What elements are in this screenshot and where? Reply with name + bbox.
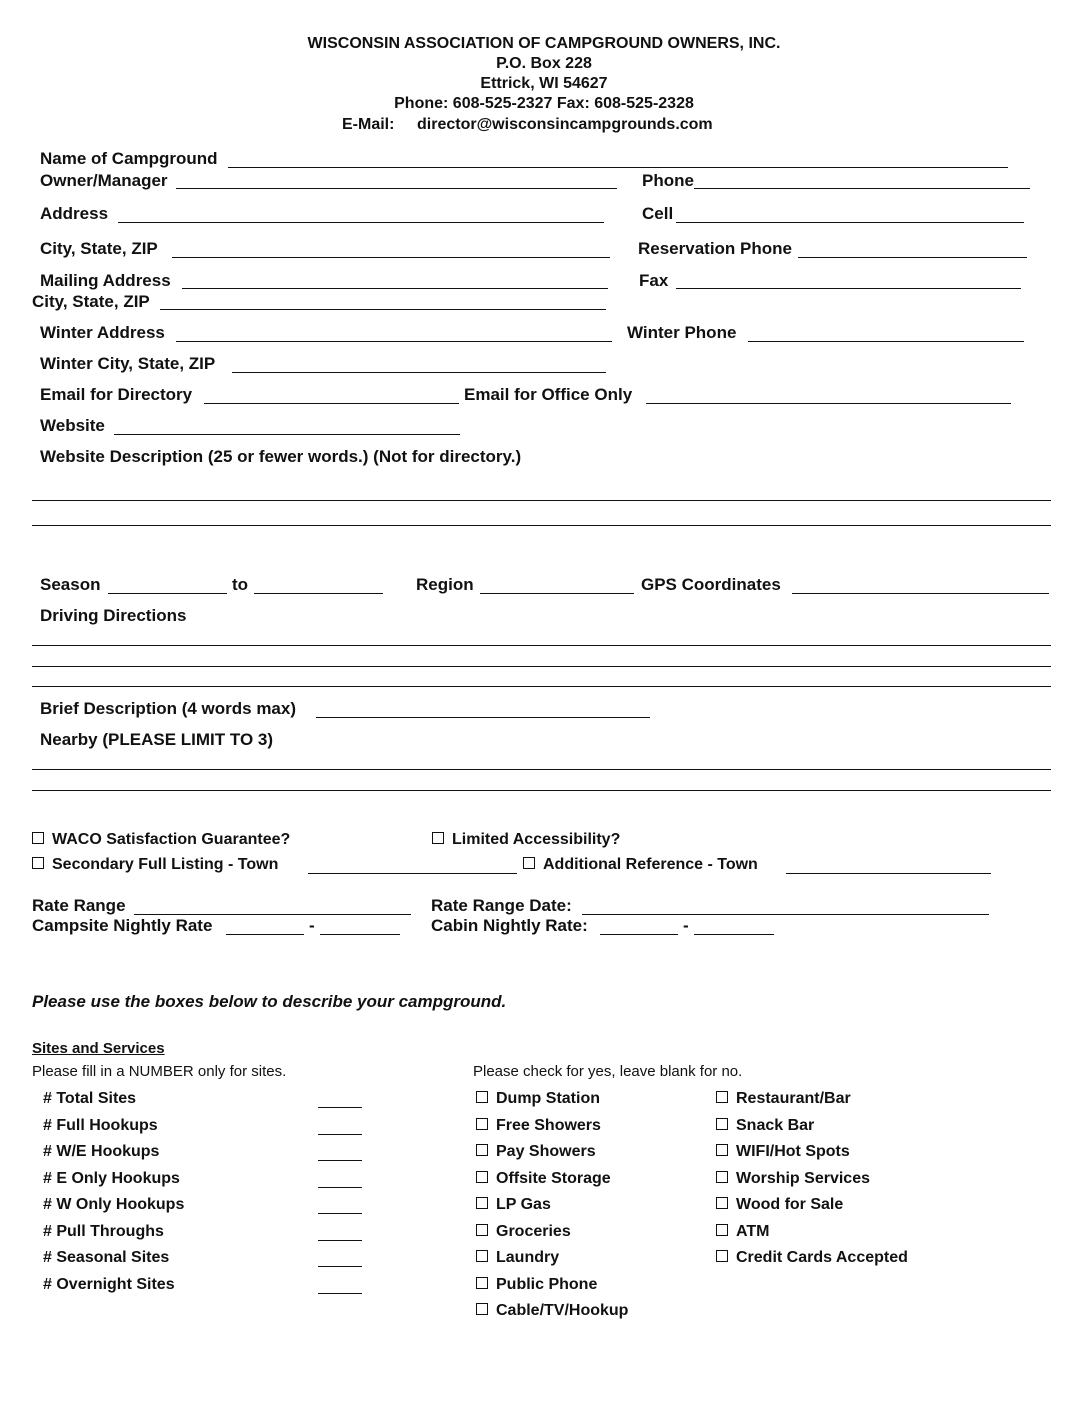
checkbox-icon[interactable] <box>476 1144 488 1156</box>
service-item[interactable] <box>476 1195 551 1215</box>
service-label: Cable/TV/Hookup <box>496 1302 629 1319</box>
city-label: City, State, ZIP <box>40 239 158 258</box>
service-item[interactable] <box>716 1116 814 1136</box>
city-field[interactable] <box>172 257 610 258</box>
nearby-label: Nearby (PLEASE LIMIT TO 3) <box>40 730 274 749</box>
email-office-label: Email for Office Only <box>464 385 633 404</box>
waco-option[interactable] <box>32 830 290 850</box>
site-count-label: # Pull Throughs <box>43 1222 164 1240</box>
site-count-field[interactable] <box>318 1293 362 1294</box>
brief-field[interactable] <box>316 717 650 718</box>
po-box: P.O. Box 228 <box>496 55 592 72</box>
site-count-label: # Full Hookups <box>43 1116 158 1134</box>
checkbox-icon[interactable] <box>476 1197 488 1209</box>
cell-field[interactable] <box>676 222 1024 223</box>
org-city: Ettrick, WI 54627 <box>480 75 608 92</box>
mail-city-label: City, State, ZIP <box>32 292 150 311</box>
secondary-label: Secondary Full Listing - Town <box>52 856 279 873</box>
cell-label: Cell <box>642 204 674 223</box>
org-email: director@wisconsincampgrounds.com <box>417 116 713 133</box>
fax-field[interactable] <box>676 288 1021 289</box>
cabin-rate-min-field[interactable] <box>600 934 678 935</box>
checkbox-icon[interactable] <box>716 1224 728 1236</box>
section-title: Sites and Services <box>32 1040 165 1057</box>
res-phone-field[interactable] <box>798 257 1027 258</box>
winter-phone-field[interactable] <box>748 341 1024 342</box>
campsite-rate-min-field[interactable] <box>226 934 304 935</box>
winter-city-label: Winter City, State, ZIP <box>40 354 216 373</box>
rate-range-label: Rate Range <box>32 896 126 915</box>
website-desc-line-1[interactable] <box>32 500 1051 501</box>
service-item[interactable] <box>476 1301 628 1321</box>
checkbox-icon[interactable] <box>476 1118 488 1130</box>
service-label: Laundry <box>496 1249 560 1266</box>
checkbox-icon[interactable] <box>476 1091 488 1103</box>
email-dir-label: Email for Directory <box>40 385 193 404</box>
address-field[interactable] <box>118 222 604 223</box>
site-count-field[interactable] <box>318 1266 362 1267</box>
secondary-town-field[interactable] <box>308 873 517 874</box>
email-dir-field[interactable] <box>204 403 459 404</box>
mailing-field[interactable] <box>182 288 608 289</box>
service-label: WIFI/Hot Spots <box>736 1143 850 1160</box>
service-label: Dump Station <box>496 1090 600 1107</box>
service-label: Pay Showers <box>496 1143 596 1160</box>
website-label: Website <box>40 416 105 435</box>
email-office-field[interactable] <box>646 403 1011 404</box>
service-label: LP Gas <box>496 1196 551 1213</box>
site-count-field[interactable] <box>318 1160 362 1161</box>
email-label: E-Mail: <box>342 116 395 133</box>
org-phone: Phone: 608-525-2327 Fax: 608-525-2328 <box>394 95 694 112</box>
service-item[interactable] <box>476 1116 601 1136</box>
service-item[interactable] <box>716 1222 769 1242</box>
service-label: Wood for Sale <box>736 1196 844 1213</box>
driving-line-1[interactable] <box>32 645 1051 646</box>
checkbox-icon[interactable] <box>716 1091 728 1103</box>
checkbox-icon[interactable] <box>32 857 44 869</box>
winter-city-field[interactable] <box>232 372 606 373</box>
checkbox-icon[interactable] <box>432 832 444 844</box>
service-item[interactable] <box>476 1089 600 1109</box>
service-item[interactable] <box>716 1195 843 1215</box>
additional-option[interactable] <box>523 855 758 875</box>
season-label: Season <box>40 575 101 594</box>
phone-label: Phone <box>642 171 694 190</box>
service-item[interactable] <box>476 1142 596 1162</box>
owner-label: Owner/Manager <box>40 171 168 190</box>
checkbox-icon[interactable] <box>716 1197 728 1209</box>
service-label: Snack Bar <box>736 1116 815 1134</box>
sites-note: Please fill in a NUMBER only for sites. <box>32 1063 287 1080</box>
nearby-line-2[interactable] <box>32 790 1051 791</box>
winter-address-label: Winter Address <box>40 323 165 342</box>
checkbox-icon[interactable] <box>716 1118 728 1130</box>
site-count-label: # E Only Hookups <box>43 1169 180 1187</box>
service-label: Credit Cards Accepted <box>736 1249 908 1266</box>
site-count-field[interactable] <box>318 1240 362 1241</box>
checkbox-icon[interactable] <box>32 832 44 844</box>
service-label: Groceries <box>496 1222 571 1240</box>
site-count-label: # W Only Hookups <box>43 1196 185 1213</box>
gps-field[interactable] <box>792 593 1049 594</box>
gps-label: GPS Coordinates <box>641 575 781 594</box>
waco-label: WACO Satisfaction Guarantee? <box>52 831 291 848</box>
site-count-label: # Overnight Sites <box>43 1275 175 1293</box>
org-name: WISCONSIN ASSOCIATION OF CAMPGROUND OWNERS, INC. <box>307 35 781 52</box>
campsite-rate-max-field[interactable] <box>320 934 400 935</box>
owner-field[interactable] <box>176 188 617 189</box>
rate-range-date-label: Rate Range Date: <box>431 896 572 915</box>
additional-label: Additional Reference - Town <box>543 856 758 873</box>
site-count-field[interactable] <box>318 1187 362 1188</box>
site-count-label: # W/E Hookups <box>43 1143 160 1160</box>
winter-phone-label: Winter Phone <box>627 323 737 342</box>
limited-label: Limited Accessibility? <box>452 831 621 848</box>
secondary-option[interactable] <box>32 855 278 875</box>
service-item[interactable] <box>716 1169 870 1189</box>
driving-line-2[interactable] <box>32 666 1051 667</box>
service-item[interactable] <box>476 1248 559 1268</box>
phone-field[interactable] <box>694 188 1030 189</box>
address-label: Address <box>40 204 109 223</box>
season-to-field[interactable] <box>254 593 383 594</box>
cabin-rate-dash: - <box>683 916 689 935</box>
checkbox-icon[interactable] <box>716 1144 728 1156</box>
site-count-field[interactable] <box>318 1134 362 1135</box>
service-label: Offsite Storage <box>496 1169 611 1187</box>
additional-town-field[interactable] <box>786 873 991 874</box>
checkbox-icon[interactable] <box>716 1250 728 1262</box>
service-label: Restaurant/Bar <box>736 1090 851 1107</box>
season-from-field[interactable] <box>108 593 227 594</box>
nearby-line-1[interactable] <box>32 769 1051 770</box>
checkbox-icon[interactable] <box>523 857 535 869</box>
service-label: Worship Services <box>736 1169 870 1187</box>
res-phone-label: Reservation Phone <box>638 239 792 258</box>
mail-city-field[interactable] <box>160 309 606 310</box>
campsite-rate-dash: - <box>309 916 315 935</box>
campsite-rate-label: Campsite Nightly Rate <box>32 916 213 935</box>
checkbox-icon[interactable] <box>476 1224 488 1236</box>
winter-address-field[interactable] <box>176 341 612 342</box>
service-item[interactable] <box>716 1089 851 1109</box>
season-to-label: to <box>232 575 249 594</box>
checkbox-icon[interactable] <box>476 1303 488 1315</box>
brief-label: Brief Description (4 words max) <box>40 699 297 718</box>
site-count-field[interactable] <box>318 1213 362 1214</box>
name-label: Name of Campground <box>40 149 218 168</box>
region-label: Region <box>416 575 474 594</box>
service-item[interactable] <box>716 1142 850 1162</box>
site-count-label: # Total Sites <box>43 1090 137 1107</box>
services-note: Please check for yes, leave blank for no. <box>473 1063 743 1080</box>
driving-line-3[interactable] <box>32 686 1051 687</box>
checkbox-icon[interactable] <box>476 1277 488 1289</box>
mailing-label: Mailing Address <box>40 271 171 290</box>
service-label: ATM <box>736 1222 770 1240</box>
instruction-text: Please use the boxes below to describe your campground. <box>32 992 507 1011</box>
driving-label: Driving Directions <box>40 606 187 625</box>
site-count-label: # Seasonal Sites <box>43 1249 170 1266</box>
limited-option[interactable] <box>432 830 620 850</box>
name-field[interactable] <box>228 167 1008 168</box>
service-label: Public Phone <box>496 1275 598 1293</box>
website-desc-label: Website Description (25 or fewer words.) (Not for directory.) <box>40 447 522 466</box>
cabin-rate-max-field[interactable] <box>694 934 774 935</box>
checkbox-icon[interactable] <box>716 1171 728 1183</box>
website-field[interactable] <box>114 434 460 435</box>
cabin-rate-label: Cabin Nightly Rate: <box>431 916 588 935</box>
service-label: Free Showers <box>496 1116 601 1134</box>
rate-range-field[interactable] <box>134 914 411 915</box>
website-desc-line-2[interactable] <box>32 525 1051 526</box>
checkbox-icon[interactable] <box>476 1250 488 1262</box>
checkbox-icon[interactable] <box>476 1171 488 1183</box>
service-item[interactable] <box>476 1169 611 1189</box>
service-item[interactable] <box>476 1275 597 1295</box>
rate-range-date-field[interactable] <box>582 914 989 915</box>
service-item[interactable] <box>716 1248 908 1268</box>
site-count-field[interactable] <box>318 1107 362 1108</box>
fax-label: Fax <box>639 271 669 290</box>
region-field[interactable] <box>480 593 634 594</box>
service-item[interactable] <box>476 1222 571 1242</box>
